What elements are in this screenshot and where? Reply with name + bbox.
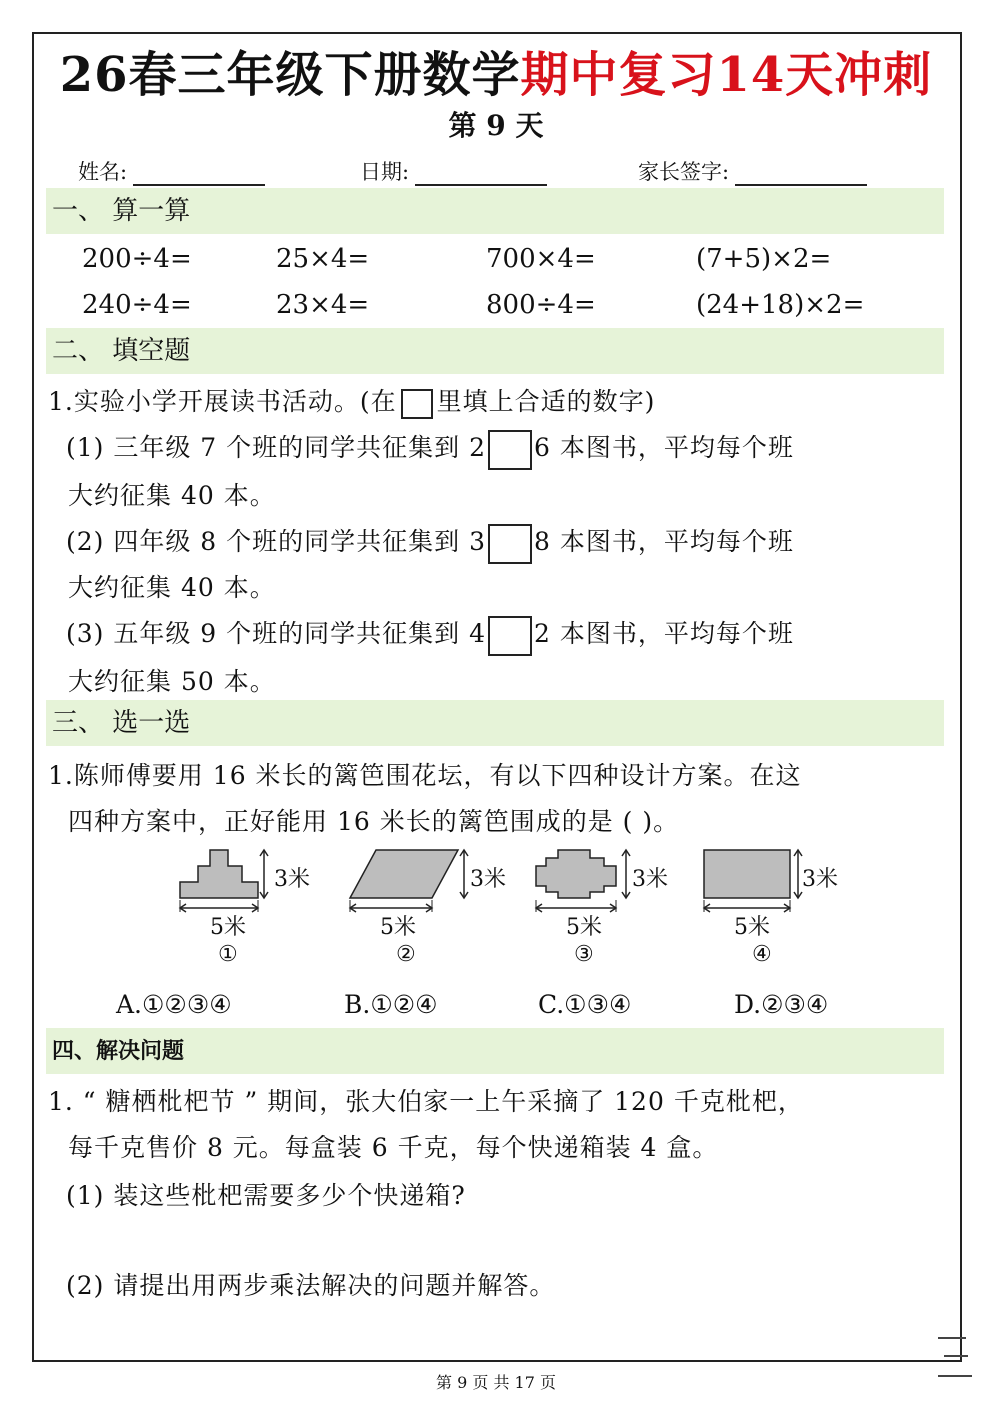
date-field[interactable]: [360, 156, 547, 186]
calc-item: (24+18)×2=: [696, 290, 865, 320]
option-a[interactable]: A.①②③④: [116, 990, 232, 1019]
solve-part-1: (1) 装这些枇杷需要多少个快递箱?: [66, 1181, 466, 1210]
parent-label: 家长签字:: [638, 160, 730, 184]
calc-item: 25×4=: [276, 244, 370, 274]
choice-question-line-2: 四种方案中，正好能用 16 米长的篱笆围成的是 ( )。: [68, 807, 680, 836]
height-label: 3米: [274, 867, 310, 892]
fill-part-3-cont: 大约征集 50 本。: [68, 667, 276, 696]
option-b[interactable]: B.①②④: [344, 990, 438, 1019]
example-box: [401, 389, 433, 419]
answer-box[interactable]: [488, 524, 532, 564]
date-blank[interactable]: [415, 162, 547, 186]
height-label: 3米: [802, 867, 838, 892]
figure-number: ②: [396, 942, 416, 967]
solve-part-2: (2) 请提出用两步乘法解决的问题并解答。: [66, 1271, 556, 1300]
title-grade: 26春三年级下册数学: [59, 47, 521, 103]
day-label: 第 9 天: [448, 109, 544, 142]
choice-question-line-1: 1.陈师傅要用 16 米长的篱笆围花坛，有以下四种设计方案。在这: [48, 761, 802, 790]
calc-item: (7+5)×2=: [696, 244, 832, 274]
section-3-header: 三、 选一选: [46, 700, 944, 746]
figure-number: ④: [752, 942, 772, 967]
fill-part-1-cont: 大约征集 40 本。: [68, 481, 276, 510]
fill-part-1: (1) 三年级 7 个班的同学共征集到 2 6 本图书，平均每个班: [66, 428, 794, 470]
parent-blank[interactable]: [735, 162, 867, 186]
figure-number: ①: [218, 942, 238, 967]
section-4-header: 四、解决问题: [46, 1028, 944, 1074]
fill-part-2-cont: 大约征集 40 本。: [68, 573, 276, 602]
answer-box[interactable]: [488, 430, 532, 470]
width-label: 5米: [734, 915, 770, 940]
height-label: 3米: [470, 867, 506, 892]
section-2-header: 二、 填空题: [46, 328, 944, 374]
width-label: 5米: [566, 915, 602, 940]
option-c[interactable]: C.①③④: [538, 990, 632, 1019]
height-label: 3米: [632, 867, 668, 892]
date-label: 日期:: [360, 160, 410, 184]
fill-question-1: 1.实验小学开展读书活动。(在 里填上合适的数字): [48, 382, 655, 419]
calc-item: 23×4=: [276, 290, 370, 320]
solve-question-line-1: 1. “ 糖栖枇杷节 ” 期间，张大伯家一上午采摘了 120 千克枇杷，: [48, 1087, 804, 1116]
section-1-header: 一、 算一算: [46, 188, 944, 234]
width-label: 5米: [380, 915, 416, 940]
page-title: [0, 36, 992, 105]
width-label: 5米: [210, 915, 246, 940]
calc-item: 800÷4=: [486, 290, 596, 320]
figure-number: ③: [574, 942, 594, 967]
calc-item: 240÷4=: [82, 290, 192, 320]
answer-box[interactable]: [488, 616, 532, 656]
name-label: 姓名:: [78, 160, 128, 184]
calc-item: 700×4=: [486, 244, 596, 274]
solve-question-line-2: 每千克售价 8 元。每盒装 6 千克，每个快递箱装 4 盒。: [68, 1133, 719, 1162]
name-field[interactable]: [78, 156, 265, 186]
title-highlight: 期中复习14天冲刺: [520, 47, 933, 103]
fill-part-3: (3) 五年级 9 个班的同学共征集到 4 2 本图书，平均每个班: [66, 614, 794, 656]
fill-part-2: (2) 四年级 8 个班的同学共征集到 3 8 本图书，平均每个班: [66, 522, 794, 564]
calc-item: 200÷4=: [82, 244, 192, 274]
parent-signature-field[interactable]: [638, 156, 867, 186]
option-d[interactable]: D.②③④: [734, 990, 829, 1019]
name-blank[interactable]: [133, 162, 265, 186]
page-footer: 第 9 页 共 17 页: [436, 1373, 556, 1392]
